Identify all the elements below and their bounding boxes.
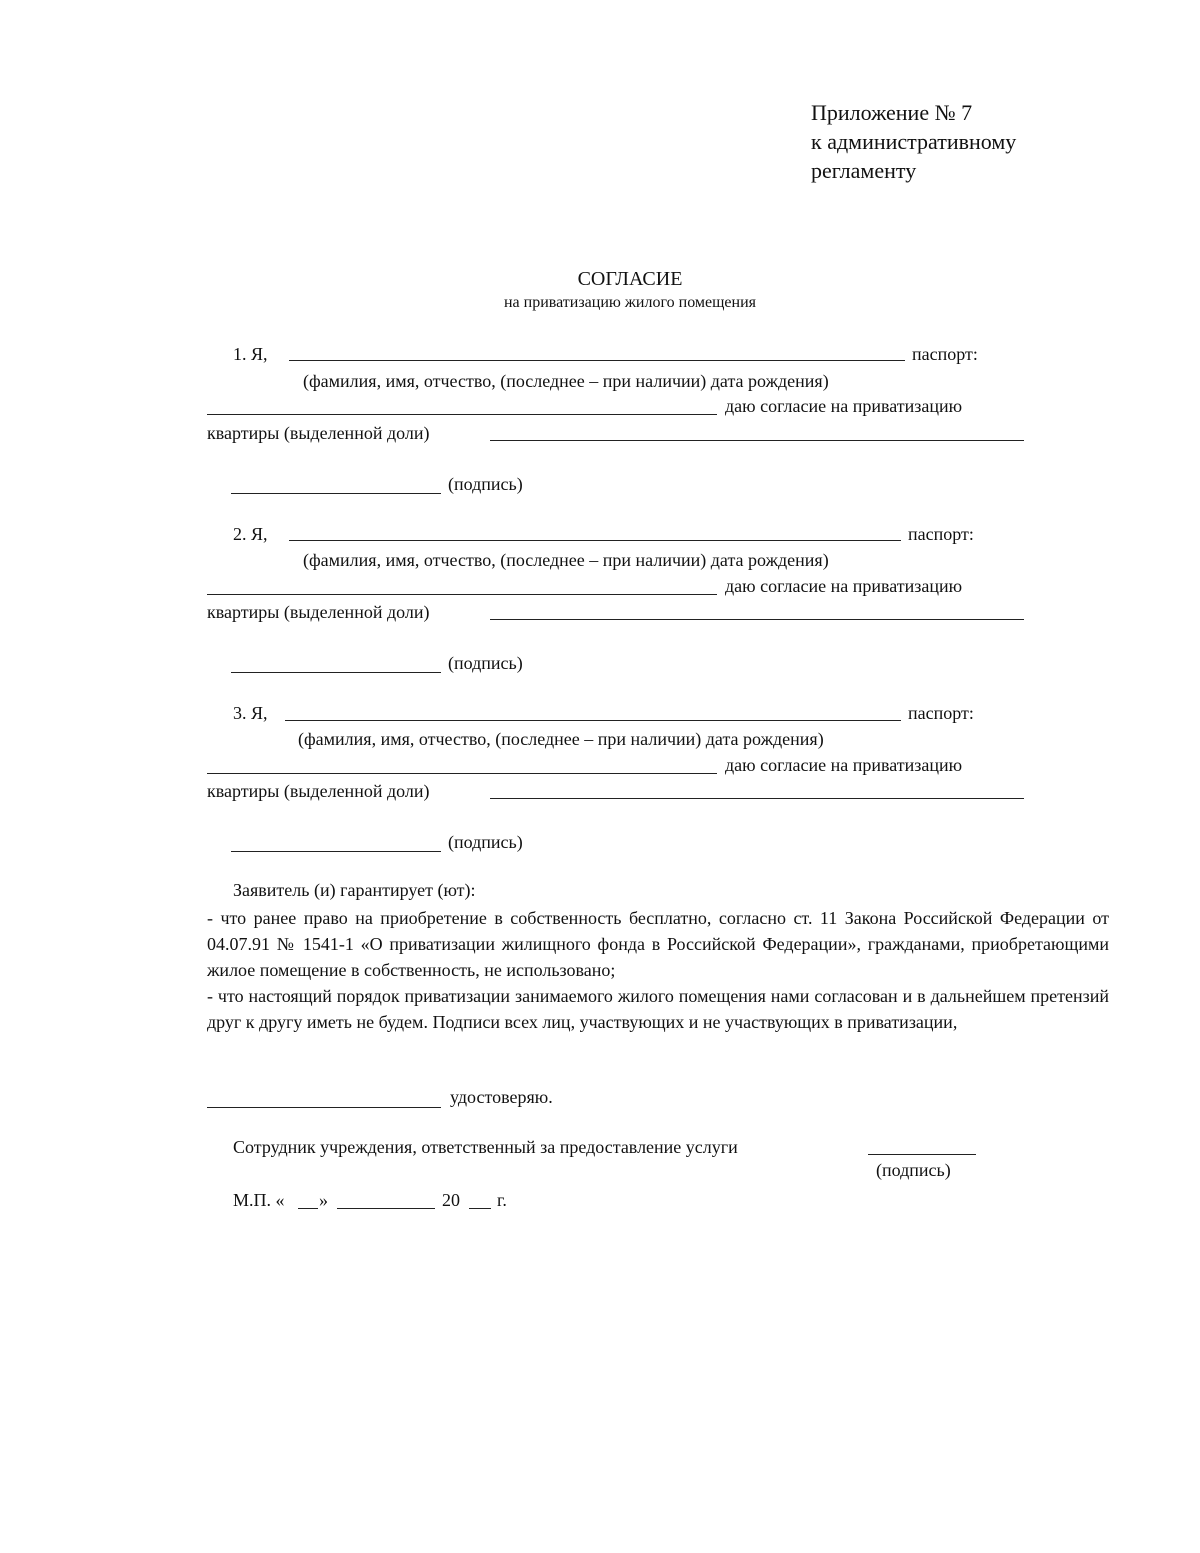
employee-signature-label: (подпись)	[876, 1160, 951, 1180]
close-quote: »	[319, 1190, 328, 1210]
field-hint: (фамилия, имя, отчество, (последнее – при наличии) дата рождения)	[303, 550, 829, 570]
apartment-label: квартиры (выделенной доли)	[207, 781, 430, 801]
employee-label: Сотрудник учреждения, ответственный за предоставление услуги	[233, 1137, 738, 1157]
consent-label: даю согласие на приватизацию	[725, 396, 963, 416]
passport-field[interactable]	[207, 773, 717, 774]
signature-field[interactable]	[231, 672, 441, 673]
month-field[interactable]	[337, 1208, 435, 1209]
guarantee-item-1: - что ранее право на приобретение в собственность бесплатно, согласно ст. 11 Закона Российской Федерации от 04.07.91 № 1541-1 «О приватизации жилищного фонда в Российской Федерации», гражданами, приобретающими жилое помещение в собственность, не использовано;	[207, 908, 1109, 980]
apartment-field[interactable]	[490, 798, 1024, 799]
signature-label: (подпись)	[448, 653, 523, 673]
apartment-label: квартиры (выделенной доли)	[207, 423, 430, 443]
mp-label: М.П. «	[233, 1190, 285, 1210]
signature-field[interactable]	[231, 851, 441, 852]
day-field[interactable]	[298, 1208, 318, 1209]
passport-label: паспорт:	[908, 524, 974, 544]
appendix-line-3: регламенту	[811, 158, 917, 183]
field-hint: (фамилия, имя, отчество, (последнее – при наличии) дата рождения)	[298, 729, 824, 749]
name-field[interactable]	[285, 720, 901, 721]
year-prefix: 20	[442, 1190, 460, 1210]
block-number: 1. Я,	[233, 344, 268, 364]
guarantee-item-2: - что настоящий порядок приватизации занимаемого жилого помещения нами согласован и в дальнейшем претензий друг к другу иметь не будем. Подписи всех лиц, участвующих и не участвующих в приватизации,	[207, 986, 1109, 1032]
year-field[interactable]	[469, 1208, 491, 1209]
apartment-field[interactable]	[490, 619, 1024, 620]
name-field[interactable]	[289, 360, 905, 361]
guarantee-heading: Заявитель (и) гарантирует (ют):	[233, 880, 476, 900]
year-suffix: г.	[497, 1190, 507, 1210]
consent-label: даю согласие на приватизацию	[725, 755, 963, 775]
passport-label: паспорт:	[908, 703, 974, 723]
certify-label: удостоверяю.	[450, 1087, 553, 1107]
signature-field[interactable]	[231, 493, 441, 494]
apartment-field[interactable]	[490, 440, 1024, 441]
guarantee-text	[207, 905, 1109, 1035]
appendix-note	[811, 98, 1016, 185]
certify-signature-field[interactable]	[207, 1107, 441, 1108]
passport-field[interactable]	[207, 414, 717, 415]
appendix-line-1: Приложение № 7	[811, 100, 973, 125]
passport-label: паспорт:	[912, 344, 978, 364]
passport-field[interactable]	[207, 594, 717, 595]
apartment-label: квартиры (выделенной доли)	[207, 602, 430, 622]
appendix-line-2: к административному	[811, 129, 1017, 154]
signature-label: (подпись)	[448, 474, 523, 494]
block-number: 3. Я,	[233, 703, 268, 723]
employee-signature-field[interactable]	[868, 1154, 976, 1155]
document-subtitle: на приватизацию жилого помещения	[503, 294, 757, 311]
field-hint: (фамилия, имя, отчество, (последнее – при наличии) дата рождения)	[303, 371, 829, 391]
block-number: 2. Я,	[233, 524, 268, 544]
document-title: СОГЛАСИЕ	[577, 268, 683, 290]
signature-label: (подпись)	[448, 832, 523, 852]
name-field[interactable]	[289, 540, 901, 541]
consent-label: даю согласие на приватизацию	[725, 576, 963, 596]
